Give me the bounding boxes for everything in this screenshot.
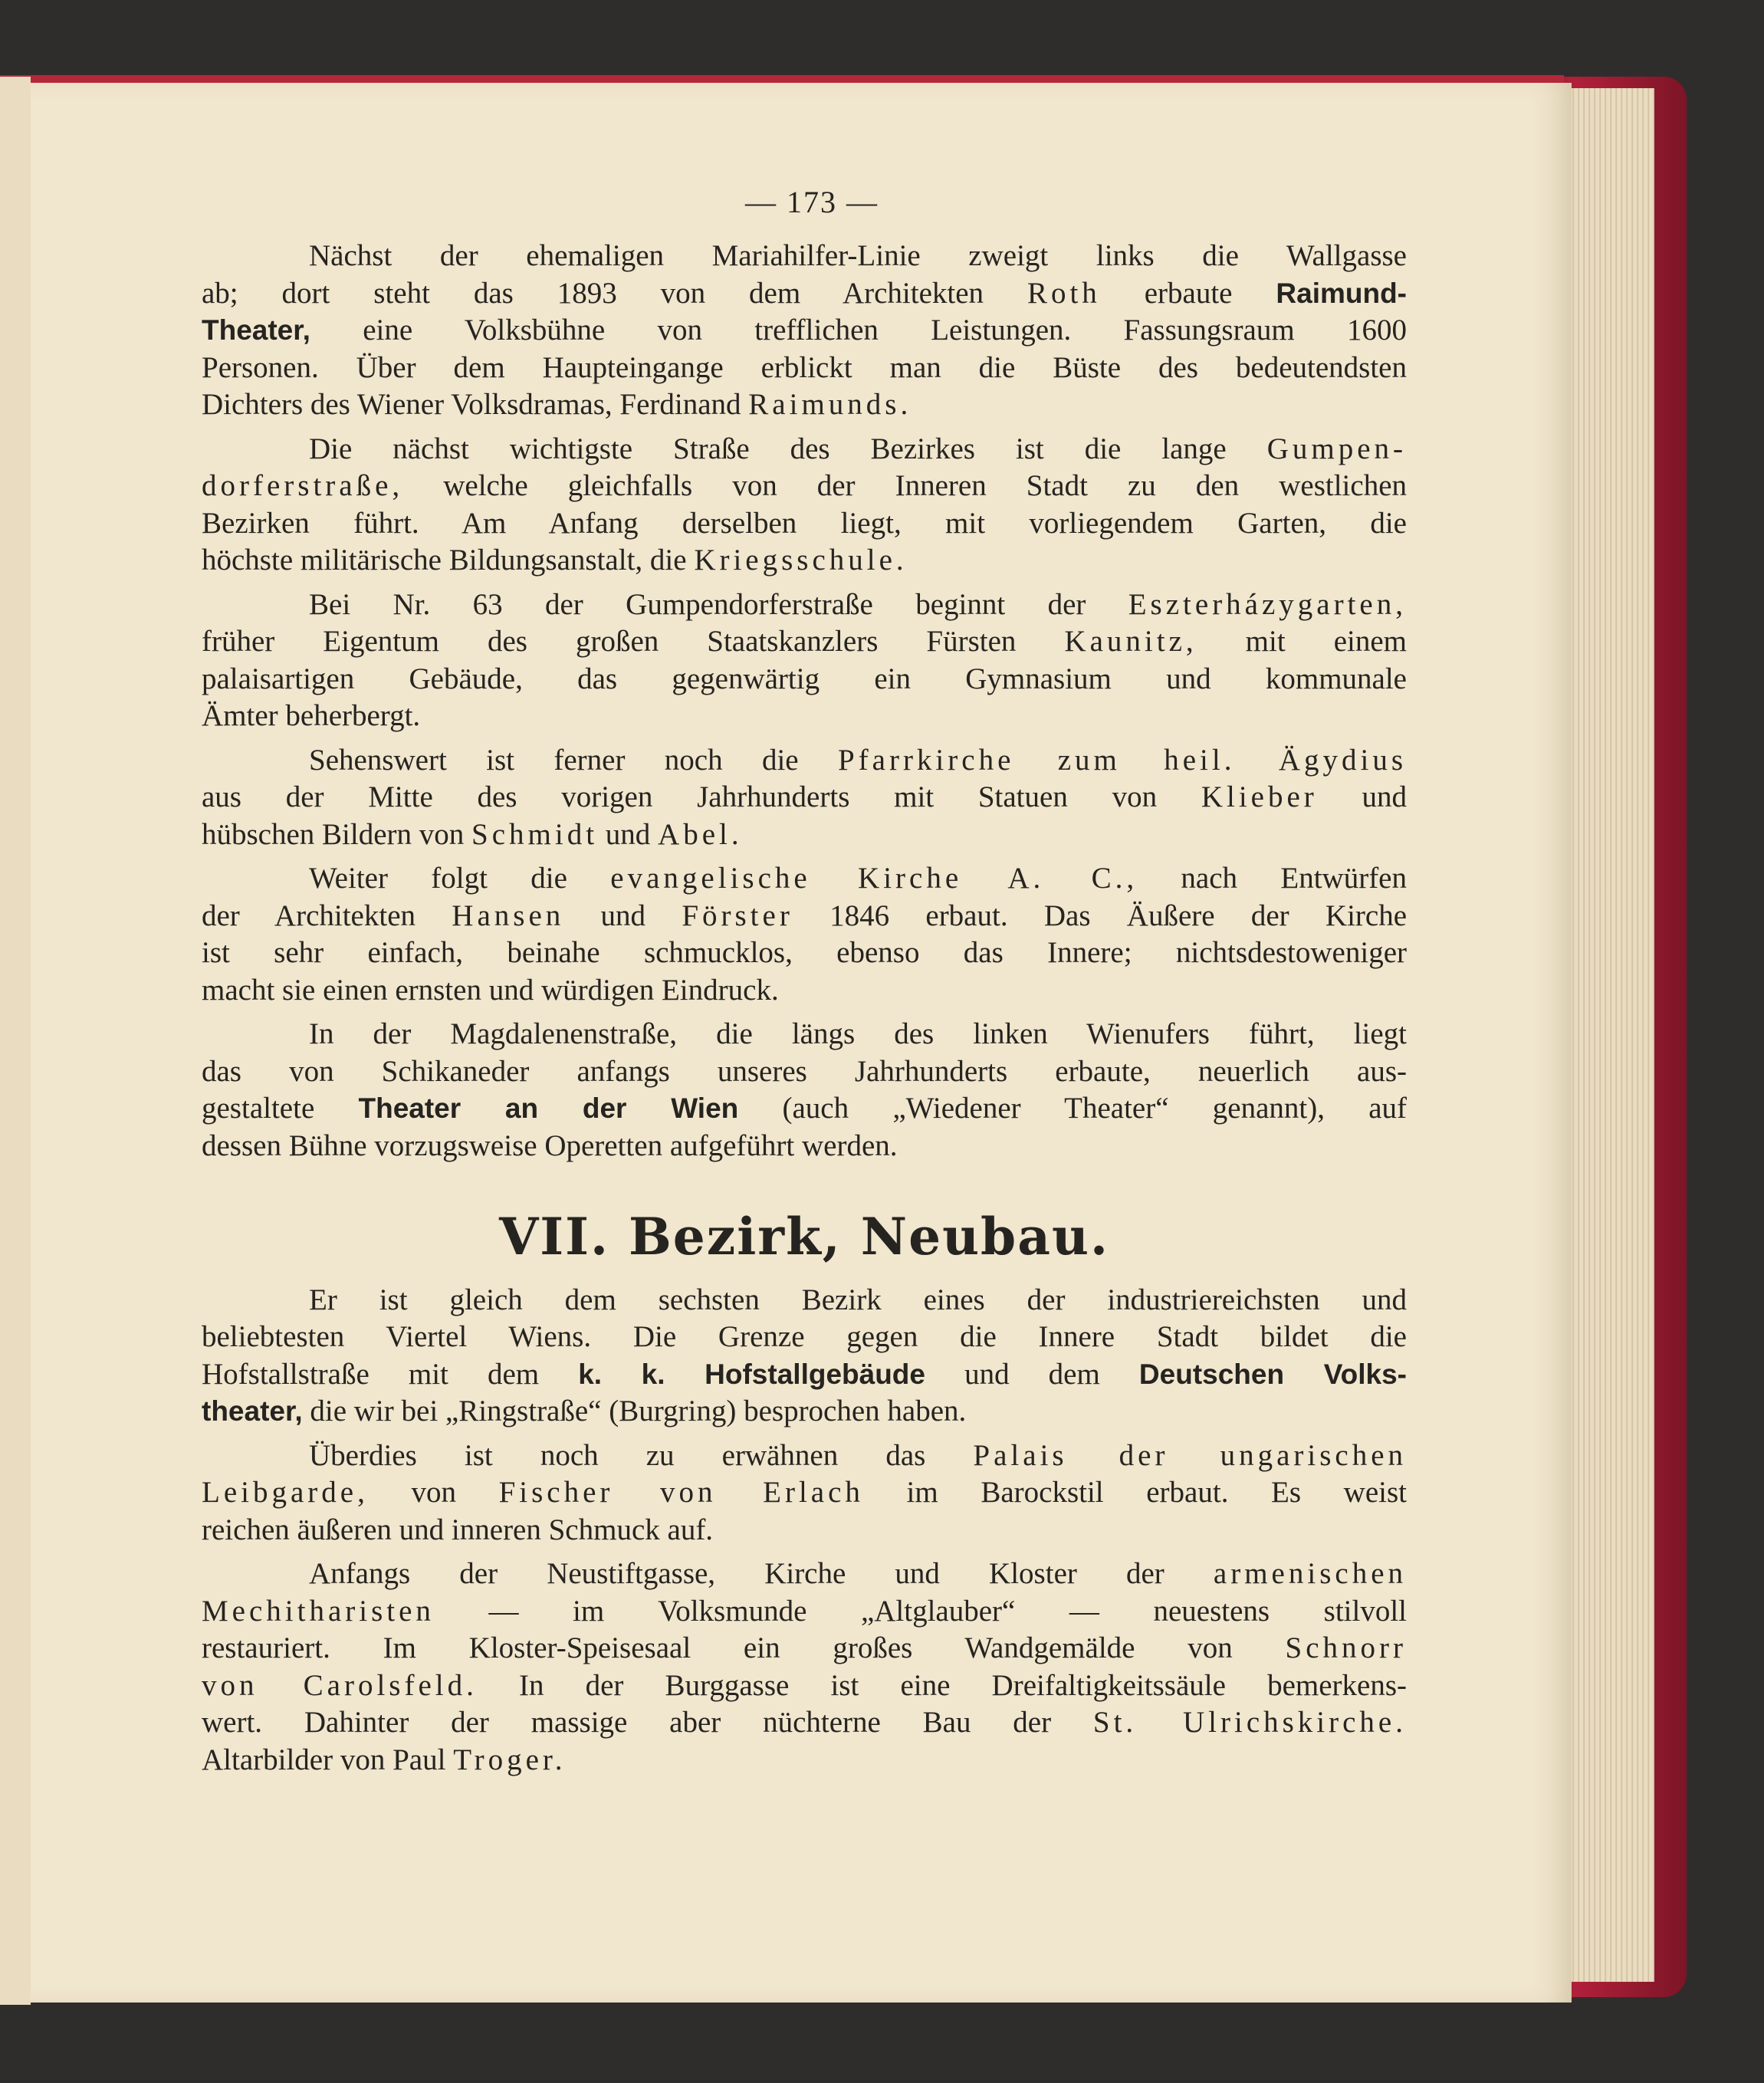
paragraph [202, 742, 1407, 854]
text-line [202, 431, 1407, 468]
bold-emphasis: theater, [202, 1395, 303, 1427]
text-run: gestaltete [202, 1092, 359, 1125]
spaced-emphasis: evangelische Kirche A. C., [610, 862, 1138, 895]
text-run: und [598, 817, 659, 851]
text-line [202, 1437, 1407, 1475]
text-run: Weiter folgt die [309, 862, 611, 895]
text-run: hübschen Bildern von [202, 817, 472, 851]
text-run: mit einem [1197, 625, 1407, 658]
spaced-emphasis: Mechitharisten [202, 1594, 435, 1628]
text-line [202, 1593, 1407, 1631]
left-page-edge [0, 77, 31, 2005]
spaced-emphasis: St. Ulrichskirche. [1092, 1706, 1407, 1739]
text-line [202, 623, 1407, 661]
text-line [202, 661, 1407, 698]
text-run: wert. Dahinter der massige aber nüchterne Bau der [202, 1706, 1093, 1739]
text-run: Nächst der ehemaligen Mariahilfer-Linie zweigt links die Wallgasse [309, 239, 1407, 272]
text-run: das von Schikaneder anfangs unseres Jahrhunderts erbaute, neuerlich aus- [202, 1054, 1407, 1088]
text-line [202, 816, 1407, 854]
book-cover-top [0, 75, 1564, 83]
text-run: dessen Bühne vorzugsweise Operetten aufgeführt werden. [202, 1129, 898, 1162]
text-line [202, 742, 1407, 780]
text-line [202, 275, 1407, 313]
text-run: Sehenswert ist ferner noch die [309, 743, 838, 777]
text-run: früher Eigentum des großen Staatskanzlers Fürsten [202, 625, 1065, 658]
text-line [202, 1512, 1407, 1549]
text-line [202, 779, 1407, 816]
spaced-emphasis: Schnorr [1285, 1631, 1407, 1664]
text-line [202, 238, 1407, 275]
paragraph [202, 1556, 1407, 1779]
text-line [202, 935, 1407, 972]
text-line [202, 312, 1407, 350]
text-run: höchste militärische Bildungsanstalt, die [202, 544, 695, 577]
text-run: die wir bei „Ringstraße“ (Burgring) besprochen haben. [302, 1395, 967, 1428]
text-run: reichen äußeren und inneren Schmuck auf. [202, 1513, 714, 1546]
text-run: eine Volksbühne von trefflichen Leistungen. Fassungsraum 1600 [310, 314, 1407, 347]
spaced-emphasis: Förster [682, 899, 793, 932]
text-line [202, 1704, 1407, 1742]
spaced-emphasis: dorferstraße, [202, 469, 404, 502]
spaced-emphasis: Roth [1027, 276, 1101, 310]
text-run: nach Entwürfen [1138, 862, 1407, 895]
text-run: In der Burggasse ist eine Dreifaltigkeitssäule bemerkens- [477, 1668, 1407, 1702]
text-line [202, 1128, 1407, 1165]
bold-emphasis: Raimund- [1276, 277, 1407, 309]
text-line [202, 1319, 1407, 1356]
page-number: — 173 — [745, 185, 879, 219]
text-run: aus der Mitte des vorigen Jahrhunderts mit Statuen von [202, 780, 1201, 813]
text-run: — im Volksmunde „Altglauber“ — neuestens stilvoll [434, 1594, 1407, 1628]
section-heading: VII. Bezirk, Neubau. [499, 1207, 1109, 1267]
text-run: Bei Nr. 63 der Gumpendorferstraße beginnt der [309, 587, 1128, 621]
text-run: von [368, 1476, 499, 1509]
text-line [202, 1474, 1407, 1512]
text-line [202, 1090, 1407, 1128]
spaced-emphasis: von Carolsfeld. [202, 1668, 478, 1702]
spaced-emphasis: Gumpen- [1266, 432, 1407, 465]
paragraph [202, 1282, 1407, 1431]
text-line [202, 698, 1407, 735]
spaced-emphasis: Klieber [1201, 780, 1318, 813]
text-run: Altarbilder von Paul [202, 1743, 454, 1776]
paragraph [202, 431, 1407, 580]
text-line [202, 350, 1407, 387]
spaced-emphasis: Fischer von Erlach [498, 1476, 864, 1509]
text-run: Personen. Über dem Haupteingange erblickt man die Büste des bedeutendsten [202, 350, 1407, 384]
paragraphs-section-vii [202, 1282, 1407, 1779]
paragraph [202, 1437, 1407, 1549]
spaced-emphasis: Abel. [658, 817, 743, 851]
text-run: 1846 erbaut. Das Äußere der Kirche [793, 899, 1408, 932]
text-run: palaisartigen Gebäude, das gegenwärtig ein Gymnasium und kommunale [202, 662, 1407, 695]
text-run: Ämter beherbergt. [202, 699, 421, 732]
text-line [202, 1053, 1407, 1091]
text-run: macht sie einen ernsten und würdigen Eindruck. [202, 973, 779, 1007]
text-line [202, 586, 1407, 624]
spaced-emphasis: Kaunitz, [1064, 625, 1197, 658]
spaced-emphasis: Hansen [452, 899, 565, 932]
text-run: Überdies ist noch zu erwähnen das [309, 1438, 974, 1472]
text-line [202, 1356, 1407, 1394]
bold-emphasis: Deutschen Volks- [1138, 1358, 1407, 1390]
text-run: (auch „Wiedener Theater“ genannt), auf [738, 1092, 1407, 1125]
text-run: Die nächst wichtigste Straße des Bezirkes ist die lange [309, 432, 1267, 465]
text-line [202, 505, 1407, 543]
text-run: beliebtesten Viertel Wiens. Die Grenze gegen die Innere Stadt bildet die [202, 1320, 1407, 1353]
page-text [202, 184, 1407, 1786]
text-line [202, 898, 1407, 935]
spaced-emphasis: Palais der ungarischen [973, 1438, 1408, 1472]
text-line [202, 1016, 1407, 1053]
text-run: und dem [925, 1357, 1139, 1391]
spaced-emphasis: Leibgarde, [202, 1476, 369, 1509]
text-run: im Barockstil erbaut. Es weist [863, 1476, 1408, 1509]
text-run: Er ist gleich dem sechsten Bezirk eines der industriereichsten und [309, 1283, 1407, 1316]
text-line [202, 542, 1407, 580]
bold-emphasis: Theater an der Wien [358, 1092, 739, 1124]
spaced-emphasis: Kriegsschule. [694, 544, 908, 577]
spaced-emphasis: armenischen [1213, 1557, 1407, 1590]
paragraph [202, 586, 1407, 735]
paragraph [202, 238, 1407, 424]
text-run: Anfangs der Neustiftgasse, Kirche und Kloster der [309, 1557, 1214, 1590]
bold-emphasis: k. k. Hofstallgebäude [578, 1358, 925, 1390]
text-run: Bezirken führt. Am Anfang derselben liegt, mit vorliegendem Garten, die [202, 506, 1407, 540]
spaced-emphasis: Pfarrkirche zum heil. Ägydius [837, 743, 1407, 777]
text-line [202, 972, 1407, 1010]
text-run: und [564, 899, 682, 932]
bold-emphasis: Theater, [202, 314, 310, 346]
text-run: Dichters des Wiener Volksdramas, Ferdinand [202, 388, 749, 421]
text-run: der Architekten [202, 899, 452, 932]
text-line [202, 1742, 1407, 1779]
spaced-emphasis: Troger. [453, 1743, 567, 1776]
text-line [202, 468, 1407, 505]
text-line [202, 1393, 1407, 1431]
text-run: welche gleichfalls von der Inneren Stadt zu den westlichen [403, 469, 1407, 502]
text-run: erbaute [1100, 276, 1276, 310]
text-run: ab; dort steht das 1893 von dem Architekten [202, 276, 1027, 310]
text-run: Hofstallstraße mit dem [202, 1357, 579, 1391]
page-edges [1564, 88, 1654, 1982]
text-line [202, 1630, 1407, 1667]
text-run: und [1317, 780, 1408, 813]
paragraph [202, 1016, 1407, 1165]
text-line [202, 386, 1407, 424]
text-line [202, 1282, 1407, 1319]
text-line [202, 1556, 1407, 1593]
text-run: In der Magdalenenstraße, die längs des linken Wienufers führt, liegt [309, 1017, 1407, 1050]
spaced-emphasis: Eszterházygarten, [1128, 587, 1407, 621]
paragraph [202, 860, 1407, 1009]
text-run: restauriert. Im Kloster-Speisesaal ein großes Wandgemälde von [202, 1631, 1286, 1664]
text-line [202, 1667, 1407, 1705]
text-line [202, 860, 1407, 898]
text-run: ist sehr einfach, beinahe schmucklos, ebenso das Innere; nichtsdestoweniger [202, 936, 1407, 969]
spaced-emphasis: Schmidt [471, 817, 599, 851]
spaced-emphasis: Raimunds. [748, 388, 912, 421]
paragraphs-section-vi [202, 238, 1407, 1165]
